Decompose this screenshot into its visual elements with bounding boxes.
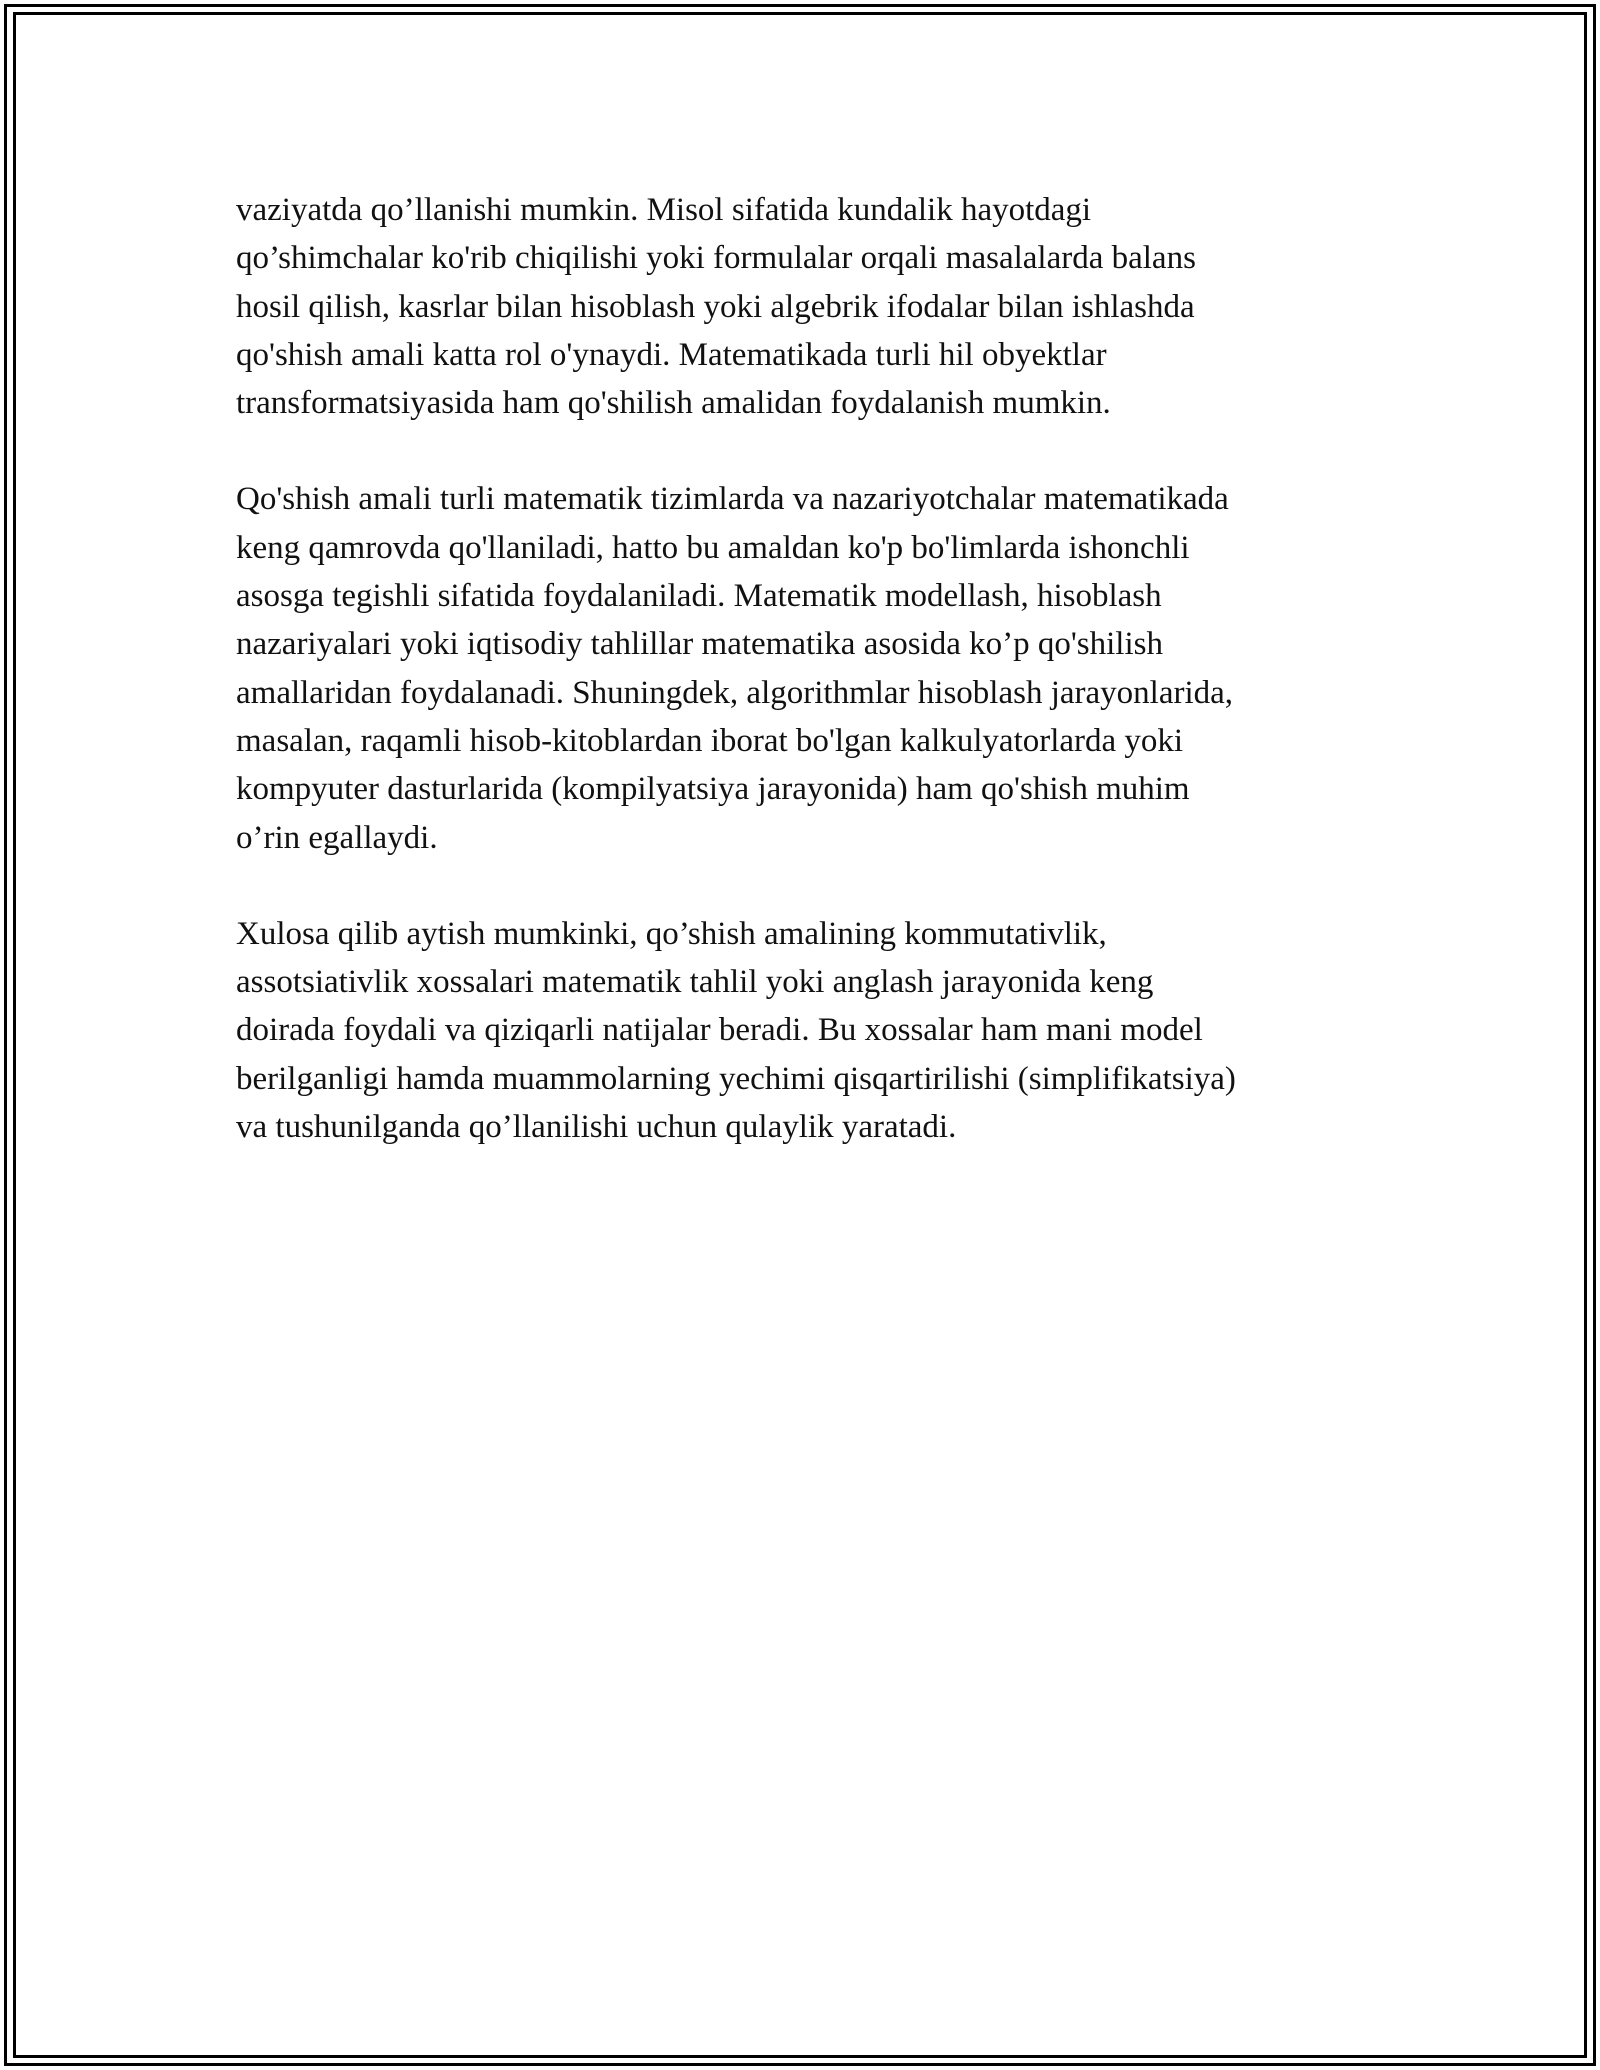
paragraph-applications [236,475,1366,861]
text-line: vaziyatda qo’llanishi mumkin. Misol sifatida kundalik hayotdagi [236,192,1092,228]
text-line: doirada foydali va qiziqarli natijalar beradi. Bu xossalar ham mani model [236,1012,1203,1049]
paragraph-conclusion [236,910,1366,1151]
text-line: asosga tegishli sifatida foydalaniladi. Matematik modellash, hisoblash [236,578,1162,615]
text-line: assotsiativlik xossalari matematik tahlil yoki anglash jarayonida keng [236,964,1154,1001]
text-line: kompyuter dasturlarida (kompilyatsiya jarayonida) ham qo'shish muhim [236,771,1190,808]
text-line: transformatsiyasida ham qo'shilish amalidan foydalanish mumkin. [236,385,1111,422]
text-line: keng qamrovda qo'llaniladi, hatto bu amaldan ko'p bo'limlarda ishonchli [236,529,1190,566]
text-line: masalan, raqamli hisob-kitoblardan iborat bo'lgan kalkulyatorlarda yoki [236,722,1184,759]
text-line: nazariyalari yoki iqtisodiy tahlillar matematika asosida ko’p qo'shilish [236,626,1163,663]
text-line: qo'shish amali katta rol o'ynaydi. Matematikada turli hil obyektlar [236,336,1107,373]
text-line: qo’shimchalar ko'rib chiqilishi yoki formulalar orqali masalalarda balans [236,240,1196,277]
text-line: hosil qilish, kasrlar bilan hisoblash yoki algebrik ifodalar bilan ishlashda [236,288,1195,325]
text-line: Qo'shish amali turli matematik tizimlarda va nazariyotchalar matematikada [236,481,1229,518]
document-body [236,186,1366,1199]
text-line: o’rin egallaydi. [236,819,438,856]
text-line: Xulosa qilib aytish mumkinki, qo’shish amalining kommutativlik, [236,915,1107,952]
paragraph-usage-examples [236,186,1366,427]
text-line: berilganligi hamda muammolarning yechimi qisqartirilishi (simplifikatsiya) [236,1060,1236,1097]
text-line: va tushunilganda qo’llanilishi uchun qulaylik yaratadi. [236,1109,957,1146]
text-line: amallaridan foydalanadi. Shuningdek, algorithmlar hisoblash jarayonlarida, [236,674,1234,711]
